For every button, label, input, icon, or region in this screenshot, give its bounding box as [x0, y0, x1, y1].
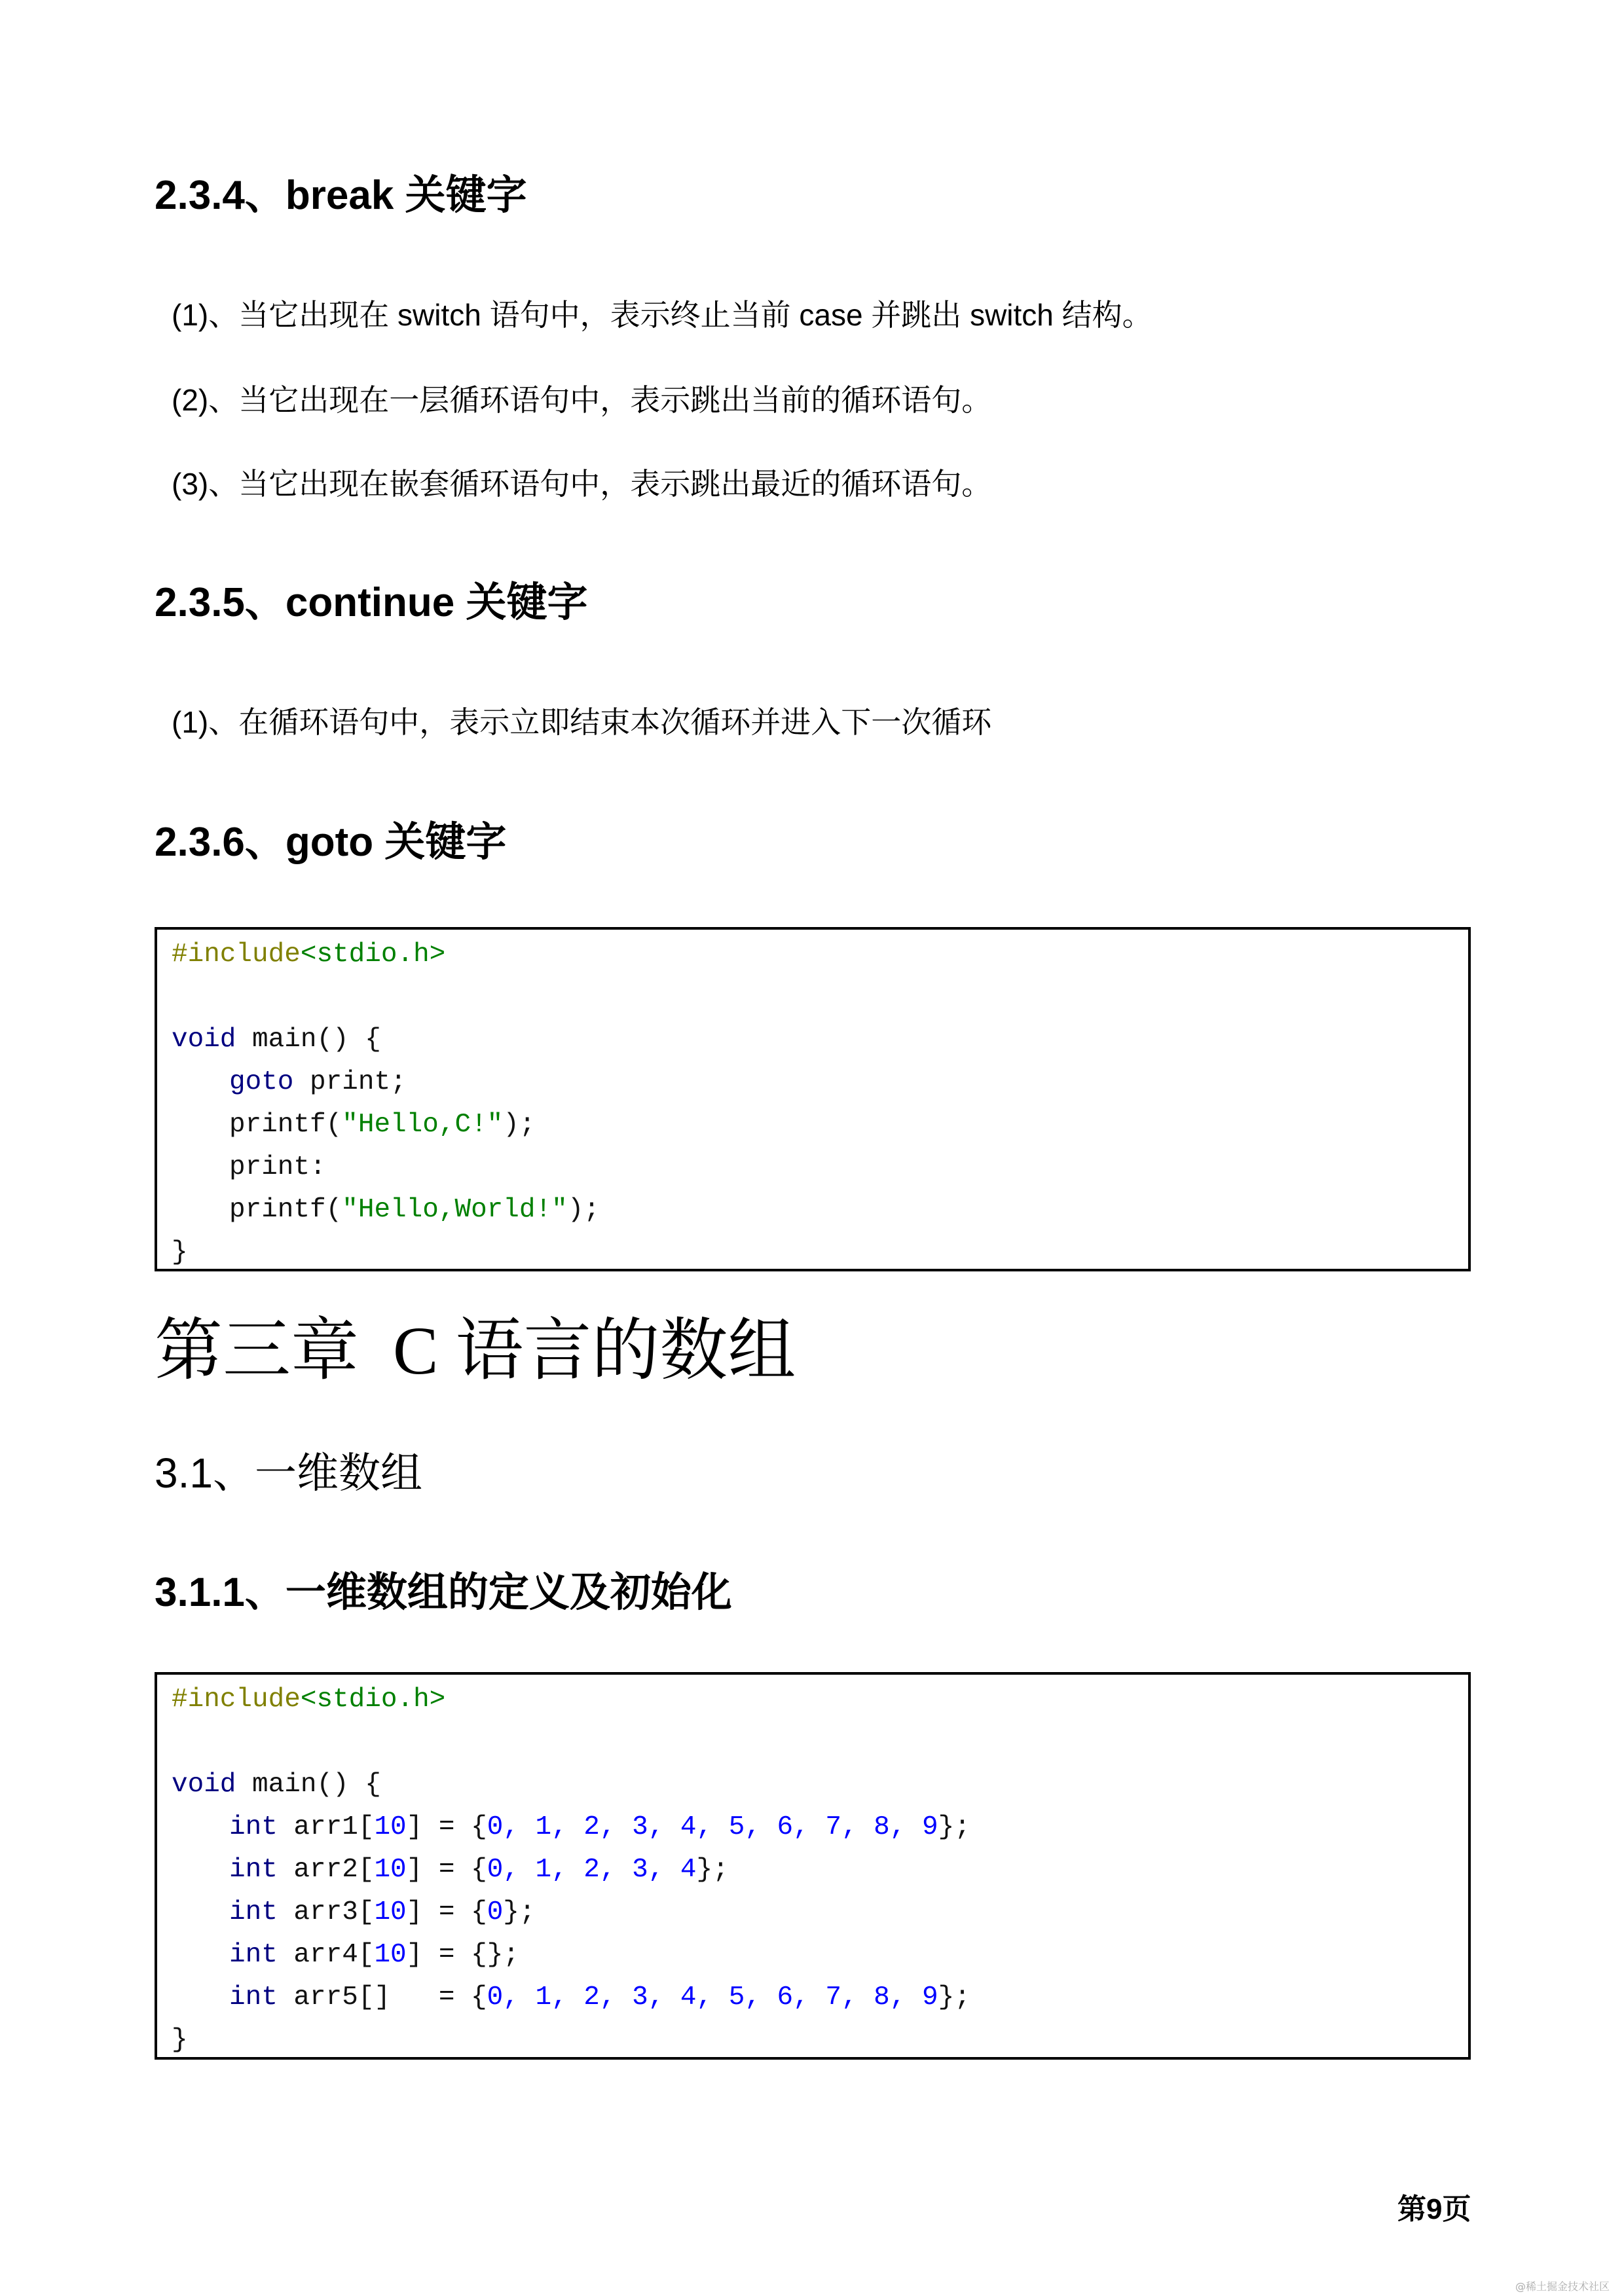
break-item-2: (2)、当它出现在一层循环语句中，表示跳出当前的循环语句。	[172, 383, 992, 417]
code-block-arrays	[155, 1672, 1471, 2060]
code-line-main: void main() {	[172, 1770, 381, 1800]
code-line-printf-c: printf("Hello,C!");	[229, 1110, 536, 1140]
code-line-close: }	[172, 2025, 188, 2055]
heading-2-3-4: 2.3.4、break 关键字	[155, 173, 527, 218]
code-line-main: void main() {	[172, 1025, 381, 1055]
heading-2-3-6: 2.3.6、goto 关键字	[155, 820, 507, 865]
code-line-printf-world: printf("Hello,World!");	[229, 1195, 600, 1225]
heading-2-3-5: 2.3.5、continue 关键字	[155, 580, 588, 625]
page-number: 第9页	[1397, 2193, 1471, 2225]
chapter-title: 第三章 C 语言的数组	[155, 1313, 796, 1389]
code-line-arr1: int arr1[10] = {0, 1, 2, 3, 4, 5, 6, 7, 8, 9};	[229, 1812, 970, 1842]
code-line-arr5: int arr5[] = {0, 1, 2, 3, 4, 5, 6, 7, 8, 9};	[229, 1982, 970, 2013]
code-line-arr2: int arr2[10] = {0, 1, 2, 3, 4};	[229, 1855, 729, 1885]
code-line-include: #include<stdio.h>	[172, 1685, 446, 1715]
heading-3-1: 3.1、一维数组	[155, 1449, 422, 1497]
code-block-goto	[155, 927, 1471, 1271]
code-line-arr3: int arr3[10] = {0};	[229, 1897, 536, 1927]
code-line-include: #include<stdio.h>	[172, 939, 446, 970]
code-line-label: print:	[229, 1152, 326, 1182]
code-line-close: }	[172, 1237, 188, 1267]
break-item-3: (3)、当它出现在嵌套循环语句中，表示跳出最近的循环语句。	[172, 467, 992, 501]
watermark: @稀土掘金技术社区	[1515, 2280, 1610, 2293]
continue-item-1: (1)、在循环语句中，表示立即结束本次循环并进入下一次循环	[172, 705, 992, 739]
break-item-1: (1)、当它出现在 switch 语句中，表示终止当前 case 并跳出 switch 结构。	[172, 298, 1153, 332]
code-line-goto: goto print;	[229, 1067, 407, 1097]
code-line-arr4: int arr4[10] = {};	[229, 1940, 519, 1970]
heading-3-1-1: 3.1.1、一维数组的定义及初始化	[155, 1570, 732, 1615]
